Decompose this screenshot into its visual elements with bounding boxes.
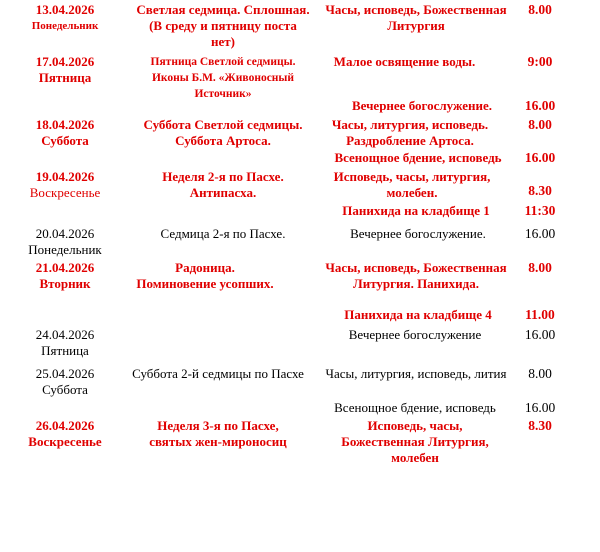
service-time: 16.00	[524, 327, 556, 342]
service-time: 16.00	[524, 226, 556, 241]
entry-date: 19.04.2026	[35, 169, 95, 184]
service-time: 11:30	[524, 203, 556, 218]
entry-date: 18.04.2026	[35, 117, 95, 132]
service-time: 8.30	[528, 183, 552, 198]
entry-weekday: Вторник	[39, 276, 91, 291]
entry-day-title: Неделя 2-я по Пасхе. Антипасха.	[162, 169, 284, 200]
service-name: Вечернее богослужение.	[350, 226, 486, 241]
entry-date: 20.04.2026	[35, 226, 95, 241]
service-name: Панихида на кладбище 4	[344, 307, 492, 322]
service-name: Часы, литургия, исповедь. Раздробление Артоса.	[331, 117, 489, 148]
entry-date: 25.04.2026	[35, 366, 95, 381]
entry-weekday: Суббота	[41, 133, 89, 148]
entry-day-title: Суббота Светлой седмицы. Суббота Артоса.	[143, 117, 303, 148]
entry-day-title: Суббота 2-й седмицы по Пасхе	[132, 366, 304, 381]
service-time: 8.00	[528, 260, 552, 275]
entry-date: 17.04.2026	[35, 54, 95, 69]
entry-date: 21.04.2026	[35, 260, 95, 275]
service-name: Исповедь, часы, Божественная Литургия, молебен	[341, 418, 489, 465]
entry-date: 13.04.2026	[35, 2, 95, 17]
service-name: Панихида на кладбище 1	[342, 203, 490, 218]
service-name: Часы, исповедь, Божественная Литургия	[325, 2, 507, 33]
service-time: 8.30	[528, 418, 552, 433]
service-name: Часы, исповедь, Божественная Литургия. Панихида.	[325, 260, 507, 291]
service-name: Вечернее богослужение.	[351, 98, 493, 113]
service-time: 16.00	[524, 400, 556, 415]
entry-weekday: Суббота	[42, 382, 88, 397]
service-name: Часы, литургия, исповедь, лития	[325, 366, 507, 381]
service-time: 8.00	[528, 366, 552, 381]
service-time: 8.00	[528, 117, 552, 132]
entry-date: 26.04.2026	[35, 418, 95, 433]
entry-day-title: Светлая седмица. Сплошная. (В среду и пятницу поста нет)	[136, 2, 310, 49]
service-time: 11.00	[525, 307, 555, 322]
entry-weekday: Понедельник	[28, 242, 102, 257]
entry-weekday: Понедельник	[31, 20, 99, 32]
service-name: Исповедь, часы, литургия, молебен.	[333, 169, 491, 200]
service-time: 8.00	[528, 2, 552, 17]
entry-date: 24.04.2026	[35, 327, 95, 342]
entry-day-title: Радоница. Поминовение усопших.	[136, 260, 274, 291]
entry-day-title: Пятница Светлой седмицы. Иконы Б.М. «Живоносный Источник»	[150, 56, 296, 100]
entry-weekday: Пятница	[41, 343, 89, 358]
entry-weekday: Пятница	[38, 70, 92, 85]
entry-weekday: Воскресенье	[28, 434, 102, 449]
service-name: Всенощное бдение, исповедь	[334, 400, 496, 415]
service-name: Всенощное бдение, исповедь	[334, 150, 502, 165]
entry-day-title: Неделя 3-я по Пасхе, святых жен-мироносиц	[149, 418, 287, 449]
service-time: 9:00	[527, 54, 553, 69]
entry-weekday: Воскресенье	[29, 185, 101, 200]
service-name: Малое освящение воды.	[333, 54, 476, 69]
service-name: Вечернее богослужение	[348, 327, 482, 342]
service-time: 16.00	[524, 98, 556, 113]
entry-day-title: Седмица 2-я по Пасхе.	[160, 226, 286, 241]
service-time: 16.00	[524, 150, 556, 165]
